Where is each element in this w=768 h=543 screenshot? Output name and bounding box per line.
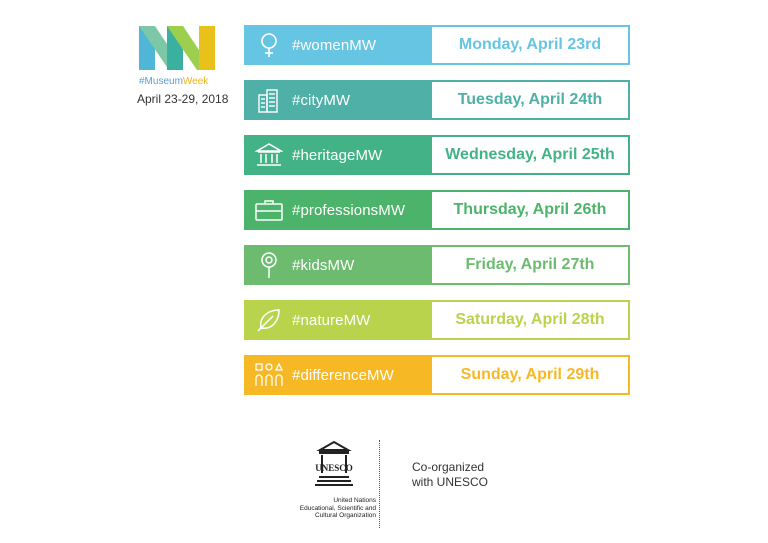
hashtag-label: #differenceMW [292, 366, 394, 384]
divider [379, 440, 380, 528]
schedule-row-difference [244, 355, 630, 395]
day-label: Tuesday, April 24th [457, 91, 603, 108]
schedule-row-heritage [244, 135, 630, 175]
shapes-people-icon [246, 362, 292, 388]
hashtag-label: #cityMW [292, 91, 351, 109]
hashtag-label: #womenMW [292, 36, 377, 54]
schedule-row-professions [244, 190, 630, 230]
day-label: Saturday, April 28th [455, 311, 605, 328]
schedule-row-kids [244, 245, 630, 285]
museum-building-icon [246, 142, 292, 168]
briefcase-icon [246, 198, 292, 222]
hashtag-label: #kidsMW [292, 256, 355, 274]
unesco-org-name: United Nations Educational, Scientific and Cultural Organization [299, 497, 376, 519]
unesco-logo [290, 440, 376, 501]
lollipop-icon [246, 251, 292, 279]
hashtag-label: #natureMW [292, 311, 371, 329]
day-label: Monday, April 23rd [458, 36, 602, 53]
schedule-row-city [244, 80, 630, 120]
day-label: Wednesday, April 25th [445, 146, 615, 163]
city-building-icon [246, 87, 292, 113]
museumweek-logo [137, 22, 229, 72]
schedule-row-nature [244, 300, 630, 340]
hashtag-label: #professionsMW [292, 201, 406, 219]
day-label: Sunday, April 29th [460, 366, 600, 383]
unesco-wordmark: UNESCO [315, 463, 353, 473]
co-organized-note: Co-organized with UNESCO [412, 460, 489, 489]
event-dates: April 23-29, 2018 [137, 92, 229, 106]
hashtag-label: #heritageMW [292, 146, 383, 164]
museumweek-hashtag: #MuseumWeek [139, 76, 209, 87]
day-label: Thursday, April 26th [453, 201, 607, 218]
schedule-row-women [244, 25, 630, 65]
leaf-icon [246, 307, 292, 333]
day-label: Friday, April 27th [465, 256, 595, 273]
female-symbol-icon [246, 32, 292, 58]
